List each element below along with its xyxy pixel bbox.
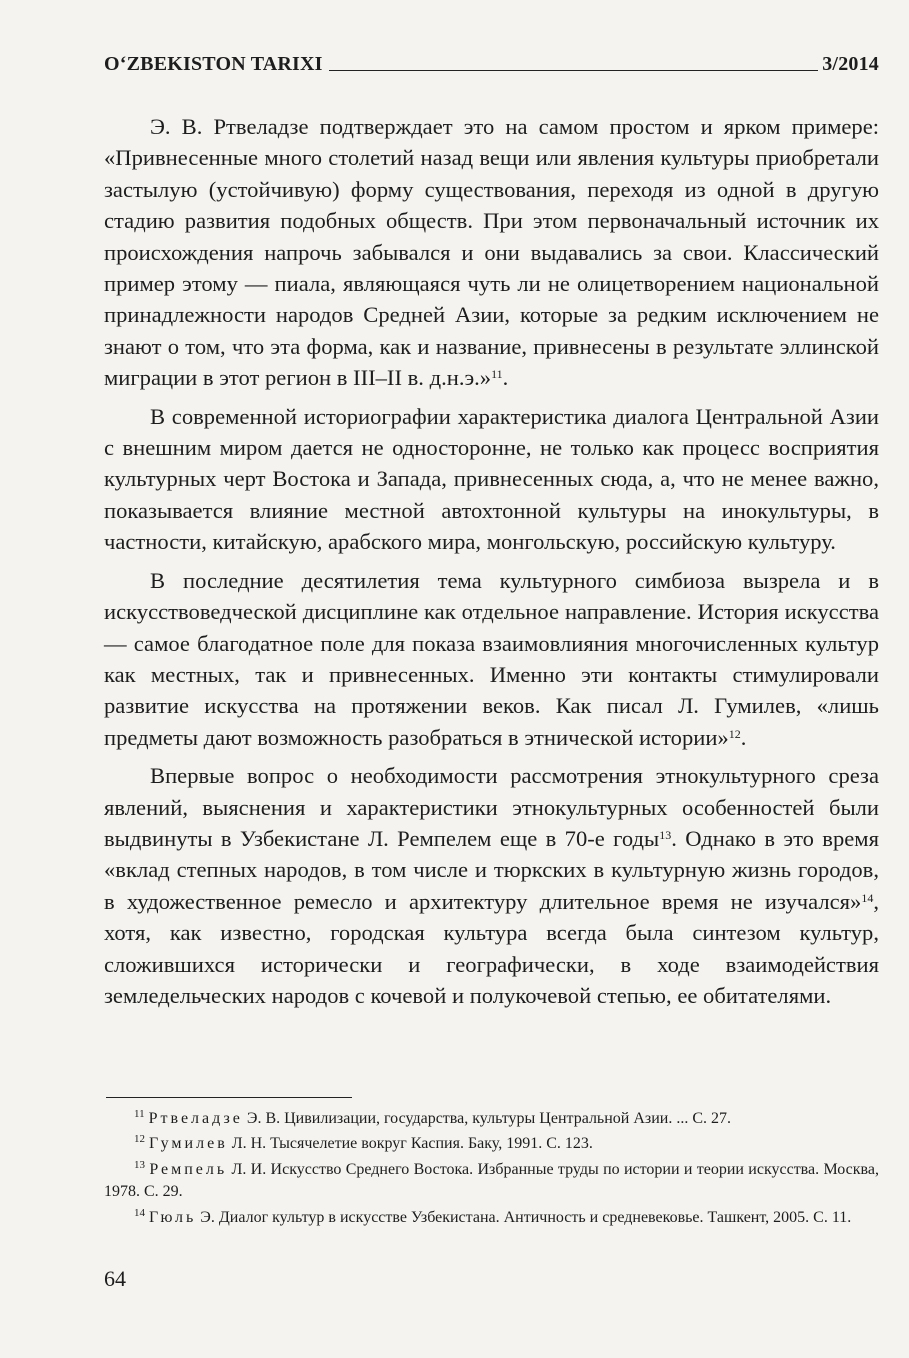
footnote-ref: 12 xyxy=(728,726,741,741)
footnote-11 xyxy=(104,1108,879,1130)
footnote-number: 11 xyxy=(134,1108,145,1120)
header-rule xyxy=(329,70,819,71)
footnote-author: Гюль xyxy=(149,1208,197,1226)
footnote-ref: 13 xyxy=(659,827,672,842)
running-header xyxy=(104,50,879,76)
paragraph-tail: , хотя, как известно, городская культура всегда была синтезом культур, сложившихся исторически и географически, в ходе взаимодействия земледельческих народов с кочевой и полукочевой степью, ее обитателями. xyxy=(104,888,879,1008)
paragraph-4 xyxy=(104,760,879,1011)
page-number: 64 xyxy=(104,1266,126,1291)
paragraph-3 xyxy=(104,565,879,753)
footnote-text: Л. Н. Тысячелетие вокруг Каспия. Баку, 1991. С. 123. xyxy=(227,1135,593,1153)
issue-number: 3/2014 xyxy=(822,53,879,75)
footnote-author: Ремпель xyxy=(149,1160,228,1178)
footnote-number: 12 xyxy=(134,1133,145,1146)
paragraph-text: В последние десятилетия тема культурного симбиоза вызрела и в искусствоведческой дисциплине как отдельное направление. История искусства — самое благодатное поле для показа взаимовлияния многочисленных культур как местных, так и привнесенных. Именно эти контакты стимулировали развитие искусства на протяжении веков. Как писал Л. Гумилев, «лишь предметы дают возможность разобраться в этнической истории» xyxy=(104,567,879,750)
footnote-number: 14 xyxy=(134,1206,145,1219)
main-text xyxy=(104,111,879,1018)
footnote-12 xyxy=(104,1133,879,1155)
paragraph-text: Впервые вопрос о необходимости рассмотрения этнокультурного среза явлений, выяснения и характеристики этнокультурных особенностей были выдвинуты в Узбекистане Л. Ремпелем еще в 70-е годы xyxy=(104,763,879,851)
footnote-ref: 11 xyxy=(491,367,503,382)
footnote-ref: 14 xyxy=(861,890,874,905)
footnote-text: Э. Диалог культур в искусстве Узбекистана. Античность и средневековье. Ташкент, 2005. С. 11. xyxy=(196,1208,852,1226)
paragraph-1 xyxy=(104,111,879,394)
footnote-author: Ртвеладзе xyxy=(148,1110,243,1127)
footnote-number: 13 xyxy=(134,1158,145,1171)
paragraph-tail: . xyxy=(502,365,509,391)
footnote-text: Л. И. Искусство Среднего Востока. Избранные труды по истории и теории искусства. Москва, 1978. С. 29. xyxy=(104,1160,879,1201)
footnote-14 xyxy=(104,1207,879,1229)
paragraph-2 xyxy=(104,401,879,558)
footnote-text: Э. В. Цивилизации, государства, культуры Центральной Азии. ... С. 27. xyxy=(242,1110,732,1127)
paragraph-text-cont: . Однако в это время «вклад степных народов, в том числе и тюркских в культурную жизнь городов, в художественное ремесло и архитектуру длительное время не изучался» xyxy=(104,825,879,914)
paragraph-text: В современной историографии характеристика диалога Центральной Азии с внешним миром дается не односторонне, не только как процесс восприятия культурных черт Востока и Запада, привнесенных сюда, а, что не менее важно, показывается влияние местной автохтонной культуры на инокультуры, в частности, китайскую, арабского мира, монгольскую, российскую культуру. xyxy=(104,403,879,555)
paragraph-tail: . xyxy=(740,724,747,750)
paragraph-text: Э. В. Ртвеладзе подтверждает это на самом простом и ярком примере: «Привнесенные много столетий назад вещи или явления культуры приобретали застылую (устойчивую) форму существования, переходя из одной в другую стадию развития подобных обществ. При этом первоначальный источник их происхождения напрочь забывался и они выдавались за свои. Классический пример этому — пиала, являющаяся чуть ли не олицетворением национальной принадлежности народов Средней Азии, которые за редким исключением не знают о том, что эта форма, как и название, привнесены в результате эллинской миграции в этот регион в III–II в. д.н.э.» xyxy=(104,114,879,391)
footnote-13 xyxy=(104,1159,879,1204)
footnote-separator xyxy=(106,1097,352,1098)
journal-title: O‘ZBEKISTON TARIXI xyxy=(104,53,323,75)
footnotes xyxy=(104,1108,879,1232)
footnote-author: Гумилев xyxy=(149,1135,228,1153)
